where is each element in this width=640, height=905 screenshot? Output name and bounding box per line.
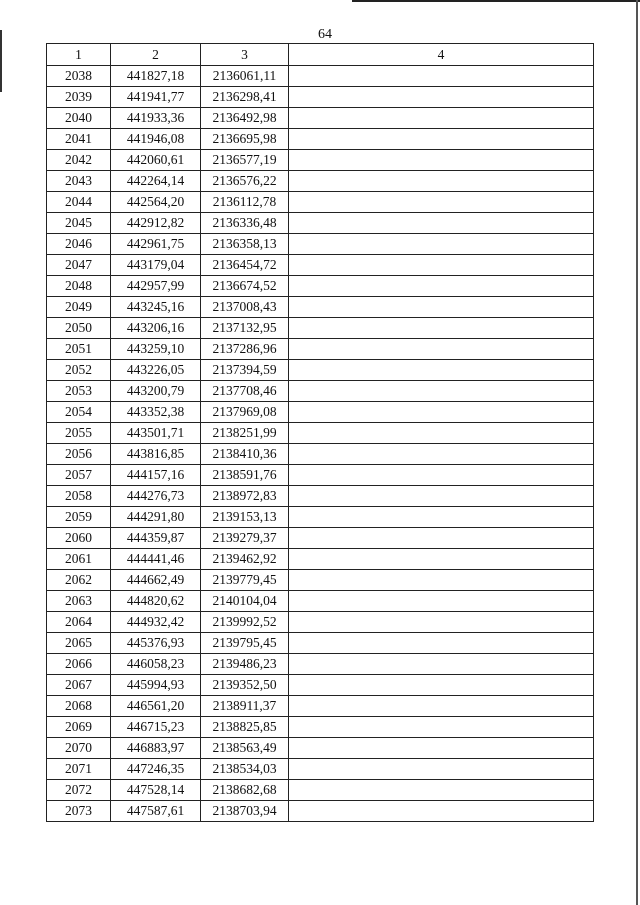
note-cell bbox=[289, 318, 594, 339]
table-row bbox=[47, 549, 594, 570]
point-number-cell: 2065 bbox=[47, 633, 111, 654]
table-row bbox=[47, 66, 594, 87]
note-cell bbox=[289, 444, 594, 465]
point-number-cell: 2070 bbox=[47, 738, 111, 759]
note-cell bbox=[289, 465, 594, 486]
point-number-cell: 2044 bbox=[47, 192, 111, 213]
column-header: 4 bbox=[289, 44, 594, 66]
table-row bbox=[47, 318, 594, 339]
page-number: 64 bbox=[318, 27, 332, 42]
y-coordinate-cell: 2139279,37 bbox=[201, 528, 289, 549]
x-coordinate-cell: 444359,87 bbox=[111, 528, 201, 549]
point-number-cell: 2060 bbox=[47, 528, 111, 549]
y-coordinate-cell: 2136112,78 bbox=[201, 192, 289, 213]
y-coordinate-cell: 2139992,52 bbox=[201, 612, 289, 633]
note-cell bbox=[289, 108, 594, 129]
point-number-cell: 2043 bbox=[47, 171, 111, 192]
note-cell bbox=[289, 339, 594, 360]
table-row bbox=[47, 570, 594, 591]
x-coordinate-cell: 442264,14 bbox=[111, 171, 201, 192]
table-row bbox=[47, 465, 594, 486]
note-cell bbox=[289, 549, 594, 570]
y-coordinate-cell: 2138410,36 bbox=[201, 444, 289, 465]
x-coordinate-cell: 443352,38 bbox=[111, 402, 201, 423]
point-number-cell: 2059 bbox=[47, 507, 111, 528]
point-number-cell: 2054 bbox=[47, 402, 111, 423]
point-number-cell: 2073 bbox=[47, 801, 111, 822]
table-row bbox=[47, 171, 594, 192]
point-number-cell: 2049 bbox=[47, 297, 111, 318]
table-row bbox=[47, 591, 594, 612]
table-row bbox=[47, 486, 594, 507]
table-row bbox=[47, 339, 594, 360]
table-header-row bbox=[47, 44, 594, 66]
y-coordinate-cell: 2136576,22 bbox=[201, 171, 289, 192]
y-coordinate-cell: 2139462,92 bbox=[201, 549, 289, 570]
y-coordinate-cell: 2136358,13 bbox=[201, 234, 289, 255]
note-cell bbox=[289, 255, 594, 276]
x-coordinate-cell: 443206,16 bbox=[111, 318, 201, 339]
x-coordinate-cell: 443200,79 bbox=[111, 381, 201, 402]
table-row bbox=[47, 150, 594, 171]
x-coordinate-cell: 441933,36 bbox=[111, 108, 201, 129]
x-coordinate-cell: 446058,23 bbox=[111, 654, 201, 675]
point-number-cell: 2050 bbox=[47, 318, 111, 339]
y-coordinate-cell: 2138825,85 bbox=[201, 717, 289, 738]
note-cell bbox=[289, 171, 594, 192]
table-row bbox=[47, 528, 594, 549]
note-cell bbox=[289, 66, 594, 87]
x-coordinate-cell: 444276,73 bbox=[111, 486, 201, 507]
point-number-cell: 2069 bbox=[47, 717, 111, 738]
note-cell bbox=[289, 675, 594, 696]
y-coordinate-cell: 2139779,45 bbox=[201, 570, 289, 591]
table-row bbox=[47, 108, 594, 129]
note-cell bbox=[289, 570, 594, 591]
scan-edge-top bbox=[352, 0, 640, 2]
point-number-cell: 2067 bbox=[47, 675, 111, 696]
y-coordinate-cell: 2138703,94 bbox=[201, 801, 289, 822]
y-coordinate-cell: 2136336,48 bbox=[201, 213, 289, 234]
note-cell bbox=[289, 360, 594, 381]
x-coordinate-cell: 441946,08 bbox=[111, 129, 201, 150]
y-coordinate-cell: 2138591,76 bbox=[201, 465, 289, 486]
x-coordinate-cell: 443245,16 bbox=[111, 297, 201, 318]
note-cell bbox=[289, 780, 594, 801]
x-coordinate-cell: 443816,85 bbox=[111, 444, 201, 465]
note-cell bbox=[289, 633, 594, 654]
x-coordinate-cell: 445994,93 bbox=[111, 675, 201, 696]
note-cell bbox=[289, 801, 594, 822]
x-coordinate-cell: 442564,20 bbox=[111, 192, 201, 213]
y-coordinate-cell: 2138563,49 bbox=[201, 738, 289, 759]
table-row bbox=[47, 381, 594, 402]
x-coordinate-cell: 444157,16 bbox=[111, 465, 201, 486]
table-row bbox=[47, 696, 594, 717]
point-number-cell: 2051 bbox=[47, 339, 111, 360]
scan-edge-left bbox=[0, 30, 2, 92]
table-row bbox=[47, 507, 594, 528]
y-coordinate-cell: 2137708,46 bbox=[201, 381, 289, 402]
note-cell bbox=[289, 213, 594, 234]
table-row bbox=[47, 129, 594, 150]
x-coordinate-cell: 447587,61 bbox=[111, 801, 201, 822]
y-coordinate-cell: 2138251,99 bbox=[201, 423, 289, 444]
x-coordinate-cell: 444291,80 bbox=[111, 507, 201, 528]
x-coordinate-cell: 446715,23 bbox=[111, 717, 201, 738]
table-row bbox=[47, 633, 594, 654]
x-coordinate-cell: 443226,05 bbox=[111, 360, 201, 381]
x-coordinate-cell: 444441,46 bbox=[111, 549, 201, 570]
point-number-cell: 2055 bbox=[47, 423, 111, 444]
note-cell bbox=[289, 717, 594, 738]
note-cell bbox=[289, 654, 594, 675]
y-coordinate-cell: 2136492,98 bbox=[201, 108, 289, 129]
y-coordinate-cell: 2140104,04 bbox=[201, 591, 289, 612]
table-row bbox=[47, 738, 594, 759]
table-row bbox=[47, 780, 594, 801]
x-coordinate-cell: 444820,62 bbox=[111, 591, 201, 612]
point-number-cell: 2061 bbox=[47, 549, 111, 570]
point-number-cell: 2052 bbox=[47, 360, 111, 381]
x-coordinate-cell: 445376,93 bbox=[111, 633, 201, 654]
y-coordinate-cell: 2137132,95 bbox=[201, 318, 289, 339]
point-number-cell: 2056 bbox=[47, 444, 111, 465]
table-row bbox=[47, 423, 594, 444]
point-number-cell: 2057 bbox=[47, 465, 111, 486]
point-number-cell: 2071 bbox=[47, 759, 111, 780]
x-coordinate-cell: 442961,75 bbox=[111, 234, 201, 255]
table-row bbox=[47, 675, 594, 696]
x-coordinate-cell: 444932,42 bbox=[111, 612, 201, 633]
point-number-cell: 2039 bbox=[47, 87, 111, 108]
column-header: 3 bbox=[201, 44, 289, 66]
y-coordinate-cell: 2139486,23 bbox=[201, 654, 289, 675]
x-coordinate-cell: 443179,04 bbox=[111, 255, 201, 276]
x-coordinate-cell: 443259,10 bbox=[111, 339, 201, 360]
y-coordinate-cell: 2137394,59 bbox=[201, 360, 289, 381]
x-coordinate-cell: 447246,35 bbox=[111, 759, 201, 780]
table-row bbox=[47, 801, 594, 822]
point-number-cell: 2064 bbox=[47, 612, 111, 633]
table-row bbox=[47, 444, 594, 465]
note-cell bbox=[289, 423, 594, 444]
table-row bbox=[47, 234, 594, 255]
point-number-cell: 2068 bbox=[47, 696, 111, 717]
y-coordinate-cell: 2137286,96 bbox=[201, 339, 289, 360]
x-coordinate-cell: 446561,20 bbox=[111, 696, 201, 717]
table-row bbox=[47, 654, 594, 675]
y-coordinate-cell: 2138972,83 bbox=[201, 486, 289, 507]
x-coordinate-cell: 442912,82 bbox=[111, 213, 201, 234]
point-number-cell: 2047 bbox=[47, 255, 111, 276]
note-cell bbox=[289, 276, 594, 297]
table-row bbox=[47, 87, 594, 108]
note-cell bbox=[289, 738, 594, 759]
y-coordinate-cell: 2136454,72 bbox=[201, 255, 289, 276]
point-number-cell: 2053 bbox=[47, 381, 111, 402]
note-cell bbox=[289, 150, 594, 171]
table-row bbox=[47, 297, 594, 318]
point-number-cell: 2066 bbox=[47, 654, 111, 675]
point-number-cell: 2042 bbox=[47, 150, 111, 171]
y-coordinate-cell: 2139153,13 bbox=[201, 507, 289, 528]
y-coordinate-cell: 2136298,41 bbox=[201, 87, 289, 108]
table-row bbox=[47, 276, 594, 297]
y-coordinate-cell: 2138534,03 bbox=[201, 759, 289, 780]
y-coordinate-cell: 2136577,19 bbox=[201, 150, 289, 171]
column-header: 2 bbox=[111, 44, 201, 66]
coordinates-table bbox=[46, 43, 594, 822]
y-coordinate-cell: 2137969,08 bbox=[201, 402, 289, 423]
note-cell bbox=[289, 612, 594, 633]
point-number-cell: 2040 bbox=[47, 108, 111, 129]
note-cell bbox=[289, 402, 594, 423]
point-number-cell: 2058 bbox=[47, 486, 111, 507]
x-coordinate-cell: 441941,77 bbox=[111, 87, 201, 108]
y-coordinate-cell: 2139795,45 bbox=[201, 633, 289, 654]
point-number-cell: 2038 bbox=[47, 66, 111, 87]
note-cell bbox=[289, 234, 594, 255]
y-coordinate-cell: 2138911,37 bbox=[201, 696, 289, 717]
table-body bbox=[47, 66, 594, 822]
note-cell bbox=[289, 507, 594, 528]
table-row bbox=[47, 255, 594, 276]
table-row bbox=[47, 360, 594, 381]
note-cell bbox=[289, 528, 594, 549]
x-coordinate-cell: 446883,97 bbox=[111, 738, 201, 759]
x-coordinate-cell: 444662,49 bbox=[111, 570, 201, 591]
column-header: 1 bbox=[47, 44, 111, 66]
note-cell bbox=[289, 129, 594, 150]
note-cell bbox=[289, 87, 594, 108]
point-number-cell: 2063 bbox=[47, 591, 111, 612]
y-coordinate-cell: 2138682,68 bbox=[201, 780, 289, 801]
note-cell bbox=[289, 192, 594, 213]
y-coordinate-cell: 2137008,43 bbox=[201, 297, 289, 318]
scan-edge-right bbox=[636, 0, 638, 905]
table-row bbox=[47, 612, 594, 633]
note-cell bbox=[289, 696, 594, 717]
note-cell bbox=[289, 759, 594, 780]
note-cell bbox=[289, 297, 594, 318]
y-coordinate-cell: 2139352,50 bbox=[201, 675, 289, 696]
note-cell bbox=[289, 486, 594, 507]
point-number-cell: 2045 bbox=[47, 213, 111, 234]
point-number-cell: 2041 bbox=[47, 129, 111, 150]
table-row bbox=[47, 759, 594, 780]
x-coordinate-cell: 443501,71 bbox=[111, 423, 201, 444]
y-coordinate-cell: 2136674,52 bbox=[201, 276, 289, 297]
note-cell bbox=[289, 381, 594, 402]
table-row bbox=[47, 192, 594, 213]
point-number-cell: 2072 bbox=[47, 780, 111, 801]
x-coordinate-cell: 442957,99 bbox=[111, 276, 201, 297]
point-number-cell: 2048 bbox=[47, 276, 111, 297]
table-row bbox=[47, 717, 594, 738]
x-coordinate-cell: 441827,18 bbox=[111, 66, 201, 87]
x-coordinate-cell: 447528,14 bbox=[111, 780, 201, 801]
table-row bbox=[47, 213, 594, 234]
table-row bbox=[47, 402, 594, 423]
y-coordinate-cell: 2136061,11 bbox=[201, 66, 289, 87]
y-coordinate-cell: 2136695,98 bbox=[201, 129, 289, 150]
point-number-cell: 2046 bbox=[47, 234, 111, 255]
note-cell bbox=[289, 591, 594, 612]
point-number-cell: 2062 bbox=[47, 570, 111, 591]
x-coordinate-cell: 442060,61 bbox=[111, 150, 201, 171]
